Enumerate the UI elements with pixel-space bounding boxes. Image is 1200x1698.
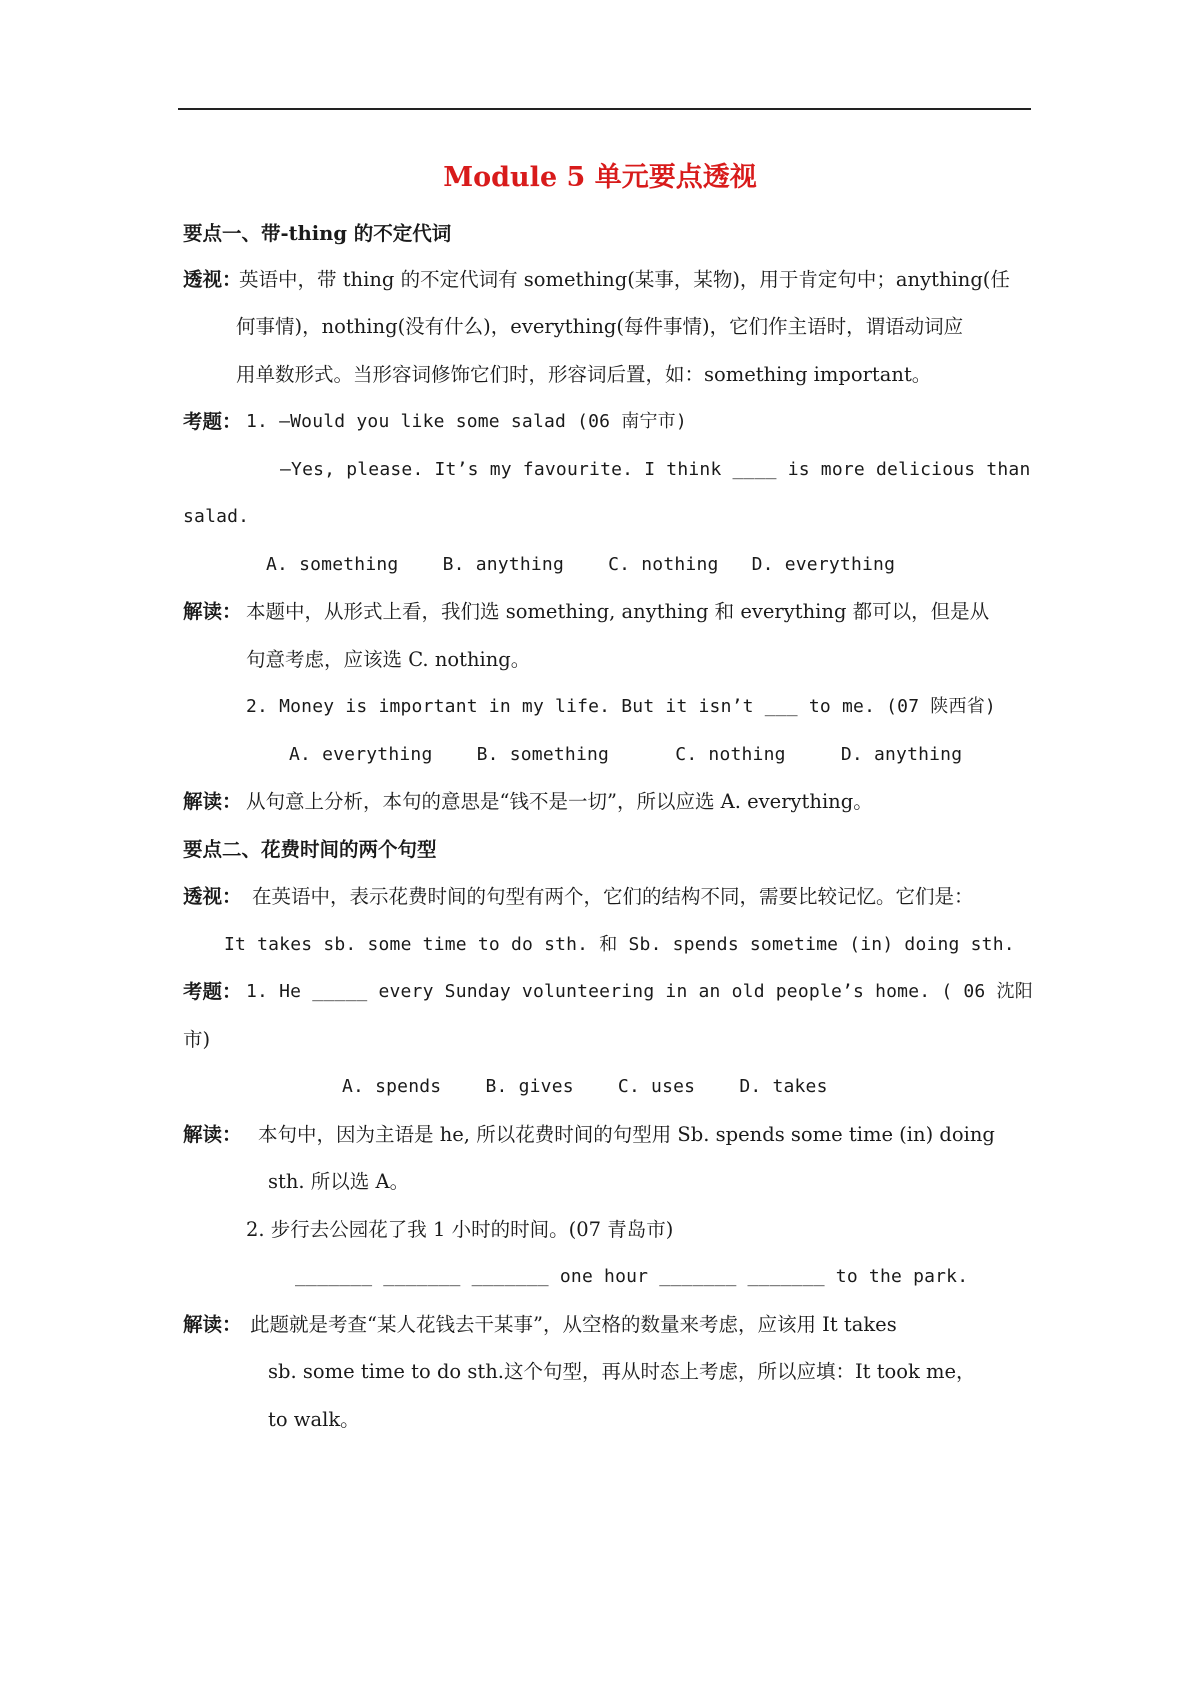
text-line: 英语中，带 thing 的不定代词有 something(某事，某物)，用于肯定句中；anything(任 xyxy=(239,268,1010,291)
page-title: Module 5 单元要点透视 xyxy=(443,162,757,193)
question-line: 1. He _____ every Sunday volunteering in an old people’s home. ( 06 沈阳 xyxy=(246,981,1033,1002)
text-line: 本题中，从形式上看，我们选 something, anything 和 everything 都可以，但是从 xyxy=(246,600,990,623)
text-line: sb. some time to do sth.这个句型，再从时态上考虑，所以应填：It took me， xyxy=(268,1360,976,1383)
question-line: 2. 步行去公园花了我 1 小时的时间。(07 青岛市) xyxy=(246,1218,674,1241)
fill-blank-line: _______ _______ _______ one hour _______ _______ to the park. xyxy=(295,1266,969,1287)
label-jiedu-1: 解读： xyxy=(183,600,242,623)
answer-options: A. something B. anything C. nothing D. everything xyxy=(266,554,896,575)
question-line: 市) xyxy=(183,1028,211,1051)
answer-options: A. everything B. something C. nothing D. anything xyxy=(289,744,963,765)
label-jiedu-3: 解读： xyxy=(183,1123,242,1146)
answer-options: A. spends B. gives C. uses D. takes xyxy=(342,1076,828,1097)
text-line: 何事情)，nothing(没有什么)，everything(每件事情)，它们作主语时，谓语动词应 xyxy=(236,315,964,338)
question-line: 1. —Would you like some salad (06 南宁市) xyxy=(246,411,687,432)
text-line: 用单数形式。当形容词修饰它们时，形容词后置，如：something important。 xyxy=(236,363,932,386)
label-kaoti-2: 考题： xyxy=(183,980,242,1003)
text-line: It takes sb. some time to do sth. 和 Sb. spends sometime (in) doing sth. xyxy=(224,934,1015,955)
text-line: 在英语中，表示花费时间的句型有两个，它们的结构不同，需要比较记忆。它们是： xyxy=(252,885,974,908)
label-toushi-1: 透视： xyxy=(183,268,242,291)
label-jiedu-2: 解读： xyxy=(183,790,242,813)
label-toushi-2: 透视： xyxy=(183,885,242,908)
text-line: 从句意上分析，本句的意思是“钱不是一切”，所以应选 A. everything。 xyxy=(246,790,873,813)
text-line: sth. 所以选 A。 xyxy=(268,1170,410,1193)
text-line: 此题就是考查“某人花钱去干某事”，从空格的数量来考虑，应该用 It takes xyxy=(250,1313,897,1336)
text-line: 句意考虑，应该选 C. nothing。 xyxy=(246,648,531,671)
section-heading-1: 要点一、带-thing 的不定代词 xyxy=(183,222,452,245)
question-line: salad. xyxy=(183,506,250,527)
section-heading-2: 要点二、花费时间的两个句型 xyxy=(183,838,437,861)
text-line: 本句中，因为主语是 he, 所以花费时间的句型用 Sb. spends some time (in) doing xyxy=(258,1123,995,1146)
text-line: to walk。 xyxy=(268,1408,360,1431)
label-jiedu-4: 解读： xyxy=(183,1313,242,1336)
header-rule xyxy=(178,108,1031,110)
label-kaoti-1: 考题： xyxy=(183,410,242,433)
question-line: —Yes, please. It’s my favourite. I think ____ is more delicious than xyxy=(280,459,1031,480)
question-line: 2. Money is important in my life. But it isn’t ___ to me. (07 陕西省) xyxy=(246,696,996,717)
